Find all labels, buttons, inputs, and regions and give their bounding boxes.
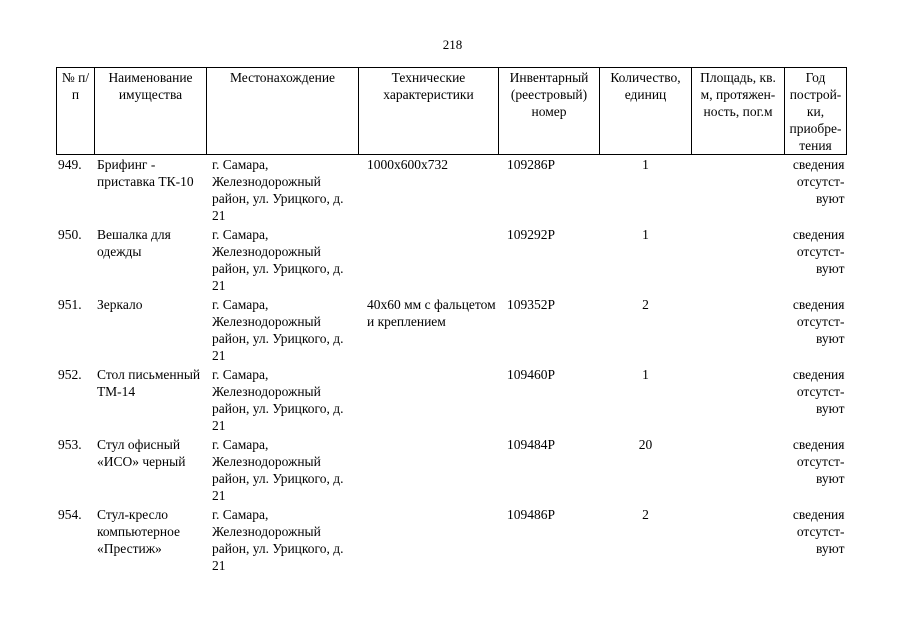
header-location: Местонахождение xyxy=(207,68,359,155)
row-quantity: 20 xyxy=(600,435,692,505)
table-row xyxy=(57,505,847,575)
header-quantity: Количество, единиц xyxy=(600,68,692,155)
row-area xyxy=(692,505,785,575)
row-location: г. Самара, Железнодорожный район, ул. Урицкого, д. 21 xyxy=(207,505,359,575)
row-year: сведения отсутст-вуют xyxy=(785,225,847,295)
table-row xyxy=(57,365,847,435)
row-year: сведения отсутст-вуют xyxy=(785,155,847,226)
row-number: 951. xyxy=(57,295,95,365)
header-area: Площадь, кв. м, протяжен-ность, пог.м xyxy=(692,68,785,155)
row-inventory: 109460Р xyxy=(499,365,600,435)
header-num: № п/п xyxy=(57,68,95,155)
row-year: сведения отсутст-вуют xyxy=(785,505,847,575)
row-inventory: 109292Р xyxy=(499,225,600,295)
property-registry-table xyxy=(56,67,847,575)
table-row xyxy=(57,435,847,505)
table-row xyxy=(57,295,847,365)
row-name: Стол письменный ТМ-14 xyxy=(95,365,207,435)
row-year: сведения отсутст-вуют xyxy=(785,435,847,505)
row-quantity: 2 xyxy=(600,505,692,575)
row-inventory: 109484Р xyxy=(499,435,600,505)
row-name: Зеркало xyxy=(95,295,207,365)
row-name: Брифинг - приставка ТК-10 xyxy=(95,155,207,226)
row-tech xyxy=(359,505,499,575)
row-area xyxy=(692,225,785,295)
row-number: 950. xyxy=(57,225,95,295)
row-number: 954. xyxy=(57,505,95,575)
row-tech: 1000х600х732 xyxy=(359,155,499,226)
header-tech: Технические характеристики xyxy=(359,68,499,155)
header-year: Год построй-ки, приобре-тения xyxy=(785,68,847,155)
table-header-row xyxy=(57,68,847,155)
row-name: Вешалка для одежды xyxy=(95,225,207,295)
row-tech xyxy=(359,365,499,435)
row-inventory: 109352Р xyxy=(499,295,600,365)
row-number: 952. xyxy=(57,365,95,435)
row-location: г. Самара, Железнодорожный район, ул. Урицкого, д. 21 xyxy=(207,365,359,435)
row-tech xyxy=(359,225,499,295)
header-inventory: Инвентарный (реестровый) номер xyxy=(499,68,600,155)
row-year: сведения отсутст-вуют xyxy=(785,295,847,365)
row-name: Стул офисный «ИСО» черный xyxy=(95,435,207,505)
row-location: г. Самара, Железнодорожный район, ул. Урицкого, д. 21 xyxy=(207,155,359,226)
row-location: г. Самара, Железнодорожный район, ул. Урицкого, д. 21 xyxy=(207,225,359,295)
row-area xyxy=(692,155,785,226)
header-name: Наименование имущества xyxy=(95,68,207,155)
row-inventory: 109286Р xyxy=(499,155,600,226)
row-area xyxy=(692,435,785,505)
row-quantity: 1 xyxy=(600,365,692,435)
row-quantity: 2 xyxy=(600,295,692,365)
row-tech: 40х60 мм с фальцетом и креплением xyxy=(359,295,499,365)
row-year: сведения отсутст-вуют xyxy=(785,365,847,435)
row-location: г. Самара, Железнодорожный район, ул. Урицкого, д. 21 xyxy=(207,435,359,505)
row-location: г. Самара, Железнодорожный район, ул. Урицкого, д. 21 xyxy=(207,295,359,365)
row-tech xyxy=(359,435,499,505)
table-row xyxy=(57,155,847,226)
row-area xyxy=(692,365,785,435)
row-area xyxy=(692,295,785,365)
row-inventory: 109486Р xyxy=(499,505,600,575)
row-name: Стул-кресло компьютерное «Престиж» xyxy=(95,505,207,575)
table-row xyxy=(57,225,847,295)
row-quantity: 1 xyxy=(600,155,692,226)
row-number: 949. xyxy=(57,155,95,226)
row-number: 953. xyxy=(57,435,95,505)
page-number: 218 xyxy=(442,37,463,52)
row-quantity: 1 xyxy=(600,225,692,295)
